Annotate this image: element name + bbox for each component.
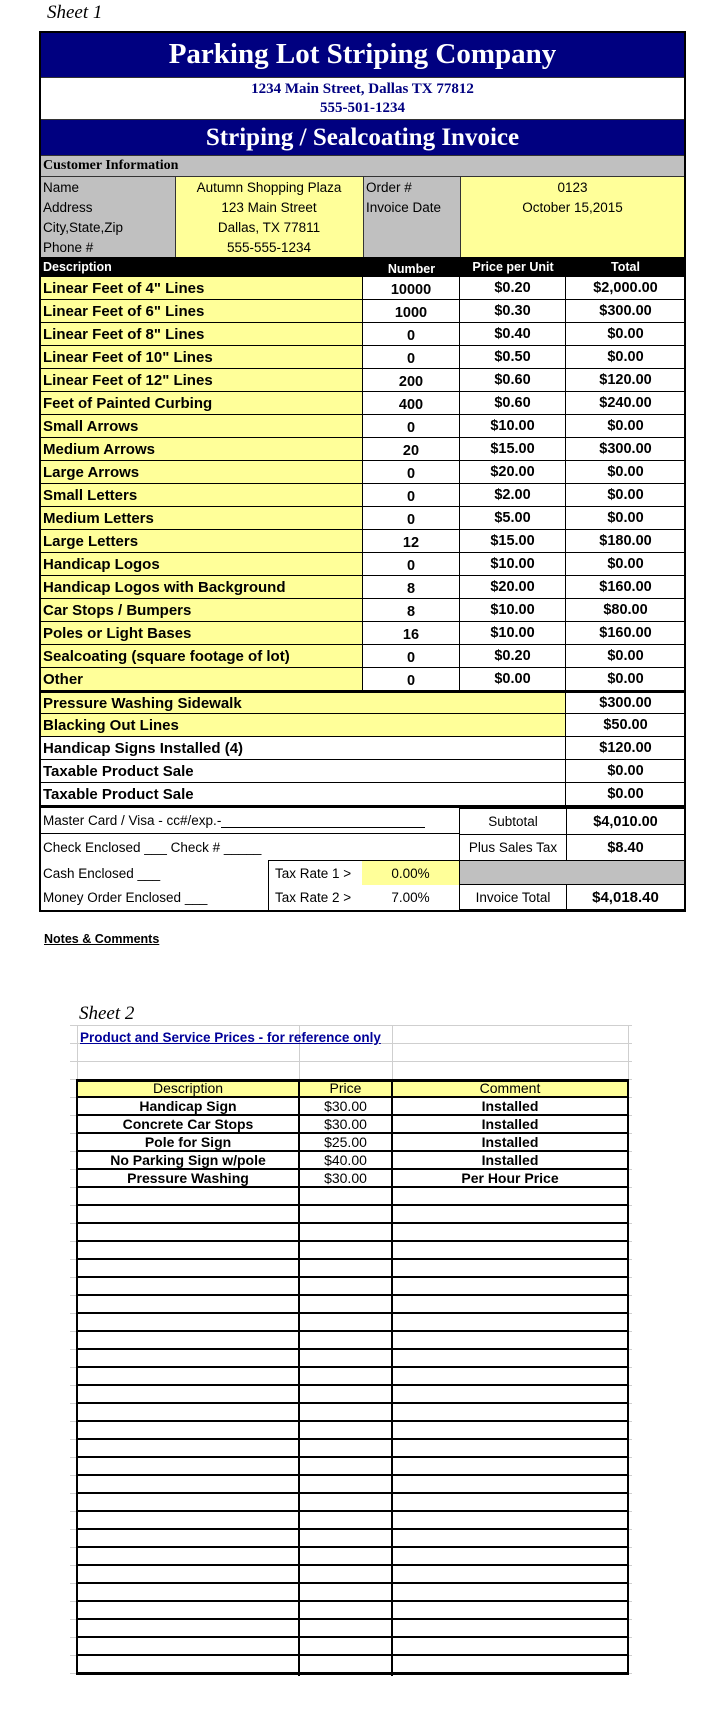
empty-cell-price[interactable] <box>299 1314 392 1332</box>
gridline <box>77 1025 78 1080</box>
line-item-total: $120.00 <box>566 369 685 392</box>
empty-cell-description[interactable] <box>77 1224 299 1242</box>
price-row-price[interactable]: $30.00 <box>299 1170 392 1188</box>
card-payment-label <box>40 808 459 833</box>
card-payment-text: Master Card / Visa - cc#/exp.- <box>43 813 222 828</box>
empty-cell-comment[interactable] <box>392 1476 628 1494</box>
price-row-description[interactable]: No Parking Sign w/pole <box>77 1152 299 1170</box>
line-item-price[interactable]: $0.30 <box>460 300 566 323</box>
empty-cell-comment[interactable] <box>392 1530 628 1548</box>
s2-col-header-comment: Comment <box>392 1080 628 1098</box>
empty-cell-description[interactable] <box>77 1620 299 1638</box>
col-header-total: Total <box>611 260 640 274</box>
price-row-price[interactable]: $40.00 <box>299 1152 392 1170</box>
tax-rate1-field[interactable]: 0.00% <box>362 861 459 885</box>
empty-cell-description[interactable] <box>77 1278 299 1296</box>
line-item-description[interactable]: Linear Feet of 10" Lines <box>40 346 363 369</box>
empty-cell-description[interactable] <box>77 1296 299 1314</box>
empty-cell-comment[interactable] <box>392 1242 628 1260</box>
price-row-comment[interactable]: Installed <box>392 1116 628 1134</box>
empty-cell-description[interactable] <box>77 1602 299 1620</box>
sheet1-label: Sheet 1 <box>47 2 103 23</box>
price-row-price[interactable]: $30.00 <box>299 1098 392 1116</box>
line-item-price[interactable]: $10.00 <box>460 599 566 622</box>
empty-cell-comment[interactable] <box>392 1440 628 1458</box>
line-item-number[interactable]: 0 <box>363 484 460 507</box>
line-item-total: $300.00 <box>566 300 685 323</box>
empty-cell-description[interactable] <box>77 1530 299 1548</box>
reference-title-link[interactable]: Product and Service Prices - for reference only <box>80 1030 381 1045</box>
extra-item-description[interactable]: Blacking Out Lines <box>40 714 566 737</box>
empty-cell-price[interactable] <box>299 1476 392 1494</box>
invoice-date-label: Invoice Date <box>366 199 442 215</box>
empty-cell-comment[interactable] <box>392 1638 628 1656</box>
extra-item-description[interactable]: Taxable Product Sale <box>40 783 566 806</box>
line-item-price[interactable]: $0.40 <box>460 323 566 346</box>
line-item-description[interactable]: Handicap Logos with Background <box>40 576 363 599</box>
empty-cell-comment[interactable] <box>392 1494 628 1512</box>
empty-cell-price[interactable] <box>299 1620 392 1638</box>
line-item-price[interactable]: $0.60 <box>460 369 566 392</box>
empty-cell-description[interactable] <box>77 1656 299 1674</box>
gridline <box>70 1061 632 1062</box>
empty-cell-comment[interactable] <box>392 1188 628 1206</box>
line-item-total: $160.00 <box>566 622 685 645</box>
empty-cell-comment[interactable] <box>392 1386 628 1404</box>
line-item-description[interactable]: Handicap Logos <box>40 553 363 576</box>
empty-cell-comment[interactable] <box>392 1314 628 1332</box>
empty-cell-description[interactable] <box>77 1458 299 1476</box>
line-item-number[interactable]: 0 <box>363 645 460 668</box>
tax-rate2-field[interactable]: 7.00% <box>391 889 430 905</box>
customer-info-header: Customer Information <box>40 155 685 177</box>
line-item-total: $0.00 <box>566 484 685 507</box>
line-item-total: $0.00 <box>566 645 685 668</box>
empty-cell-description[interactable] <box>77 1548 299 1566</box>
line-item-price[interactable]: $15.00 <box>460 438 566 461</box>
extra-item-description[interactable]: Handicap Signs Installed (4) <box>40 737 566 760</box>
extra-item-description[interactable]: Taxable Product Sale <box>40 760 566 783</box>
line-item-total: $0.00 <box>566 346 685 369</box>
line-item-description[interactable]: Linear Feet of 6" Lines <box>40 300 363 323</box>
line-item-total: $240.00 <box>566 392 685 415</box>
line-item-description[interactable]: Linear Feet of 8" Lines <box>40 323 363 346</box>
s2-col-header-description: Description <box>77 1080 299 1098</box>
customer-address-field[interactable]: 123 Main Street <box>221 199 317 215</box>
empty-cell-description[interactable] <box>77 1188 299 1206</box>
extra-item-total[interactable]: $300.00 <box>566 691 685 714</box>
line-item-description[interactable]: Large Letters <box>40 530 363 553</box>
price-row-comment[interactable]: Per Hour Price <box>392 1170 628 1188</box>
empty-cell-description[interactable] <box>77 1404 299 1422</box>
empty-cell-comment[interactable] <box>392 1422 628 1440</box>
sales-tax-label: Plus Sales Tax <box>459 834 567 861</box>
line-item-description[interactable]: Linear Feet of 4" Lines <box>40 277 363 300</box>
s2-col-header-price: Price <box>299 1080 392 1098</box>
empty-cell-comment[interactable] <box>392 1566 628 1584</box>
customer-city-field[interactable]: Dallas, TX 77811 <box>217 219 321 235</box>
line-item-description[interactable]: Linear Feet of 12" Lines <box>40 369 363 392</box>
empty-cell-price[interactable] <box>299 1602 392 1620</box>
line-item-description[interactable]: Feet of Painted Curbing <box>40 392 363 415</box>
line-item-number[interactable]: 0 <box>363 668 460 691</box>
extra-item-total[interactable]: $50.00 <box>566 714 685 737</box>
line-item-total: $300.00 <box>566 438 685 461</box>
line-item-description[interactable]: Medium Arrows <box>40 438 363 461</box>
empty-cell-price[interactable] <box>299 1494 392 1512</box>
empty-cell-comment[interactable] <box>392 1458 628 1476</box>
invoice-total-value: $4,018.40 <box>566 884 685 910</box>
extra-item-total[interactable]: $0.00 <box>566 783 685 806</box>
empty-cell-description[interactable] <box>77 1332 299 1350</box>
price-row-description[interactable]: Pressure Washing <box>77 1170 299 1188</box>
invoice-total-label: Invoice Total <box>459 884 567 910</box>
empty-cell-comment[interactable] <box>392 1368 628 1386</box>
line-item-description[interactable]: Sealcoating (square footage of lot) <box>40 645 363 668</box>
empty-cell-description[interactable] <box>77 1476 299 1494</box>
subtotal-label: Subtotal <box>459 808 567 835</box>
line-item-total: $2,000.00 <box>566 277 685 300</box>
price-row-price[interactable]: $25.00 <box>299 1134 392 1152</box>
line-item-total: $0.00 <box>566 507 685 530</box>
price-row-description[interactable]: Concrete Car Stops <box>77 1116 299 1134</box>
company-name: Parking Lot Striping Company <box>40 32 685 77</box>
empty-cell-description[interactable] <box>77 1260 299 1278</box>
empty-cell-comment[interactable] <box>392 1260 628 1278</box>
price-row-comment[interactable]: Installed <box>392 1152 628 1170</box>
empty-cell-price[interactable] <box>299 1242 392 1260</box>
line-item-number[interactable]: 16 <box>363 622 460 645</box>
empty-cell-description[interactable] <box>77 1386 299 1404</box>
empty-cell-description[interactable] <box>77 1584 299 1602</box>
price-row-description[interactable]: Handicap Sign <box>77 1098 299 1116</box>
price-row-comment[interactable]: Installed <box>392 1098 628 1116</box>
line-item-number[interactable]: 0 <box>363 415 460 438</box>
money-order-label[interactable]: Money Order Enclosed ___ <box>43 889 208 905</box>
empty-cell-price[interactable] <box>299 1404 392 1422</box>
empty-cell-description[interactable] <box>77 1638 299 1656</box>
empty-cell-price[interactable] <box>299 1512 392 1530</box>
extra-item-total[interactable]: $120.00 <box>566 737 685 760</box>
col-header-price: Price per Unit <box>472 260 554 274</box>
empty-cell-comment[interactable] <box>392 1548 628 1566</box>
empty-cell-price[interactable] <box>299 1530 392 1548</box>
line-item-price[interactable]: $0.60 <box>460 392 566 415</box>
line-item-price[interactable]: $20.00 <box>460 461 566 484</box>
invoice-date-field[interactable]: October 15,2015 <box>522 199 623 215</box>
line-item-description[interactable]: Other <box>40 668 363 691</box>
line-item-total: $80.00 <box>566 599 685 622</box>
cash-payment-label[interactable]: Cash Enclosed ___ <box>43 865 161 881</box>
line-item-number[interactable]: 20 <box>363 438 460 461</box>
empty-cell-price[interactable] <box>299 1656 392 1674</box>
empty-cell-description[interactable] <box>77 1494 299 1512</box>
order-number-field[interactable]: 0123 <box>557 179 588 195</box>
line-item-number[interactable]: 0 <box>363 346 460 369</box>
empty-cell-comment[interactable] <box>392 1512 628 1530</box>
empty-cell-price[interactable] <box>299 1224 392 1242</box>
empty-cell-price[interactable] <box>299 1296 392 1314</box>
subtotal-value: $4,010.00 <box>566 808 685 835</box>
tax-rate1-label: Tax Rate 1 > <box>275 865 352 881</box>
line-item-description[interactable]: Car Stops / Bumpers <box>40 599 363 622</box>
line-item-total: $180.00 <box>566 530 685 553</box>
line-item-description[interactable]: Poles or Light Bases <box>40 622 363 645</box>
line-item-number[interactable]: 0 <box>363 553 460 576</box>
customer-address-label: Address <box>43 199 93 215</box>
line-item-price[interactable]: $20.00 <box>460 576 566 599</box>
sheet2-label: Sheet 2 <box>79 1003 135 1024</box>
empty-cell-description[interactable] <box>77 1350 299 1368</box>
empty-cell-comment[interactable] <box>392 1278 628 1296</box>
line-item-price[interactable]: $0.00 <box>460 668 566 691</box>
empty-cell-price[interactable] <box>299 1278 392 1296</box>
line-item-price[interactable]: $2.00 <box>460 484 566 507</box>
line-item-description[interactable]: Large Arrows <box>40 461 363 484</box>
sales-tax-value: $8.40 <box>566 834 685 861</box>
line-item-number[interactable]: 10000 <box>363 277 460 300</box>
extra-item-description[interactable]: Pressure Washing Sidewalk <box>40 691 566 714</box>
price-row-comment[interactable]: Installed <box>392 1134 628 1152</box>
empty-cell-description[interactable] <box>77 1314 299 1332</box>
invoice-title: Striping / Sealcoating Invoice <box>40 120 685 155</box>
empty-cell-price[interactable] <box>299 1566 392 1584</box>
empty-cell-description[interactable] <box>77 1206 299 1224</box>
line-item-description[interactable]: Medium Letters <box>40 507 363 530</box>
empty-cell-description[interactable] <box>77 1566 299 1584</box>
price-row-description[interactable]: Pole for Sign <box>77 1134 299 1152</box>
empty-cell-comment[interactable] <box>392 1206 628 1224</box>
line-item-price[interactable]: $10.00 <box>460 622 566 645</box>
empty-cell-comment[interactable] <box>392 1224 628 1242</box>
line-item-total: $0.00 <box>566 553 685 576</box>
customer-phone-label: Phone # <box>43 239 94 255</box>
empty-cell-comment[interactable] <box>392 1332 628 1350</box>
customer-phone-field[interactable]: 555-555-1234 <box>226 239 312 255</box>
empty-cell-price[interactable] <box>299 1188 392 1206</box>
empty-cell-price[interactable] <box>299 1422 392 1440</box>
gridline <box>392 1025 393 1080</box>
empty-cell-price[interactable] <box>299 1458 392 1476</box>
empty-cell-description[interactable] <box>77 1512 299 1530</box>
tax-rate2-label: Tax Rate 2 > <box>275 889 352 905</box>
empty-cell-comment[interactable] <box>392 1620 628 1638</box>
empty-cell-comment[interactable] <box>392 1350 628 1368</box>
line-item-price[interactable]: $0.50 <box>460 346 566 369</box>
check-payment-label[interactable]: Check Enclosed ___ Check # _____ <box>43 839 262 855</box>
extra-item-total[interactable]: $0.00 <box>566 760 685 783</box>
summary-spacer <box>459 860 685 885</box>
s2-divider-2 <box>391 1080 393 1676</box>
notes-comments-label: Notes & Comments <box>44 932 160 946</box>
empty-cell-price[interactable] <box>299 1206 392 1224</box>
line-item-number[interactable]: 8 <box>363 576 460 599</box>
line-item-total: $0.00 <box>566 323 685 346</box>
line-item-total: $0.00 <box>566 668 685 691</box>
empty-cell-price[interactable] <box>299 1350 392 1368</box>
line-item-number[interactable]: 0 <box>363 507 460 530</box>
col-header-description: Description <box>43 260 112 274</box>
empty-cell-comment[interactable] <box>392 1584 628 1602</box>
customer-name-field[interactable]: Autumn Shopping Plaza <box>196 179 342 195</box>
company-phone: 555-501-1234 <box>320 100 405 116</box>
empty-cell-price[interactable] <box>299 1584 392 1602</box>
empty-cell-price[interactable] <box>299 1386 392 1404</box>
line-item-price[interactable]: $10.00 <box>460 553 566 576</box>
line-item-description[interactable]: Small Letters <box>40 484 363 507</box>
line-item-number[interactable]: 0 <box>363 461 460 484</box>
gridline <box>70 1025 632 1026</box>
line-item-price[interactable]: $10.00 <box>460 415 566 438</box>
line-item-description[interactable]: Small Arrows <box>40 415 363 438</box>
col-header-number: Number <box>387 262 436 276</box>
company-address-block <box>40 77 685 120</box>
line-item-price[interactable]: $15.00 <box>460 530 566 553</box>
line-item-price[interactable]: $0.20 <box>460 645 566 668</box>
empty-cell-comment[interactable] <box>392 1296 628 1314</box>
empty-cell-comment[interactable] <box>392 1404 628 1422</box>
gridline <box>628 1025 629 1080</box>
empty-cell-description[interactable] <box>77 1440 299 1458</box>
line-item-number[interactable]: 8 <box>363 599 460 622</box>
line-item-number[interactable]: 0 <box>363 323 460 346</box>
order-number-label: Order # <box>366 179 412 195</box>
empty-cell-description[interactable] <box>77 1242 299 1260</box>
card-number-blank[interactable] <box>221 813 425 828</box>
company-address: 1234 Main Street, Dallas TX 77812 <box>251 81 474 97</box>
empty-cell-description[interactable] <box>77 1422 299 1440</box>
empty-cell-price[interactable] <box>299 1638 392 1656</box>
empty-cell-price[interactable] <box>299 1260 392 1278</box>
empty-cell-comment[interactable] <box>392 1656 628 1674</box>
empty-cell-description[interactable] <box>77 1368 299 1386</box>
empty-cell-price[interactable] <box>299 1548 392 1566</box>
line-item-total: $0.00 <box>566 415 685 438</box>
line-item-total: $0.00 <box>566 461 685 484</box>
line-item-number[interactable]: 400 <box>363 392 460 415</box>
customer-city-label: City,State,Zip <box>43 219 124 235</box>
empty-cell-price[interactable] <box>299 1368 392 1386</box>
line-item-price[interactable]: $5.00 <box>460 507 566 530</box>
s2-divider-1 <box>298 1080 300 1676</box>
line-item-total: $160.00 <box>566 576 685 599</box>
empty-cell-price[interactable] <box>299 1440 392 1458</box>
line-item-price[interactable]: $0.20 <box>460 277 566 300</box>
line-item-number[interactable]: 12 <box>363 530 460 553</box>
customer-name-label: Name <box>43 179 80 195</box>
price-row-price[interactable]: $30.00 <box>299 1116 392 1134</box>
line-item-number[interactable]: 1000 <box>363 300 460 323</box>
empty-cell-comment[interactable] <box>392 1602 628 1620</box>
line-item-number[interactable]: 200 <box>363 369 460 392</box>
empty-cell-price[interactable] <box>299 1332 392 1350</box>
